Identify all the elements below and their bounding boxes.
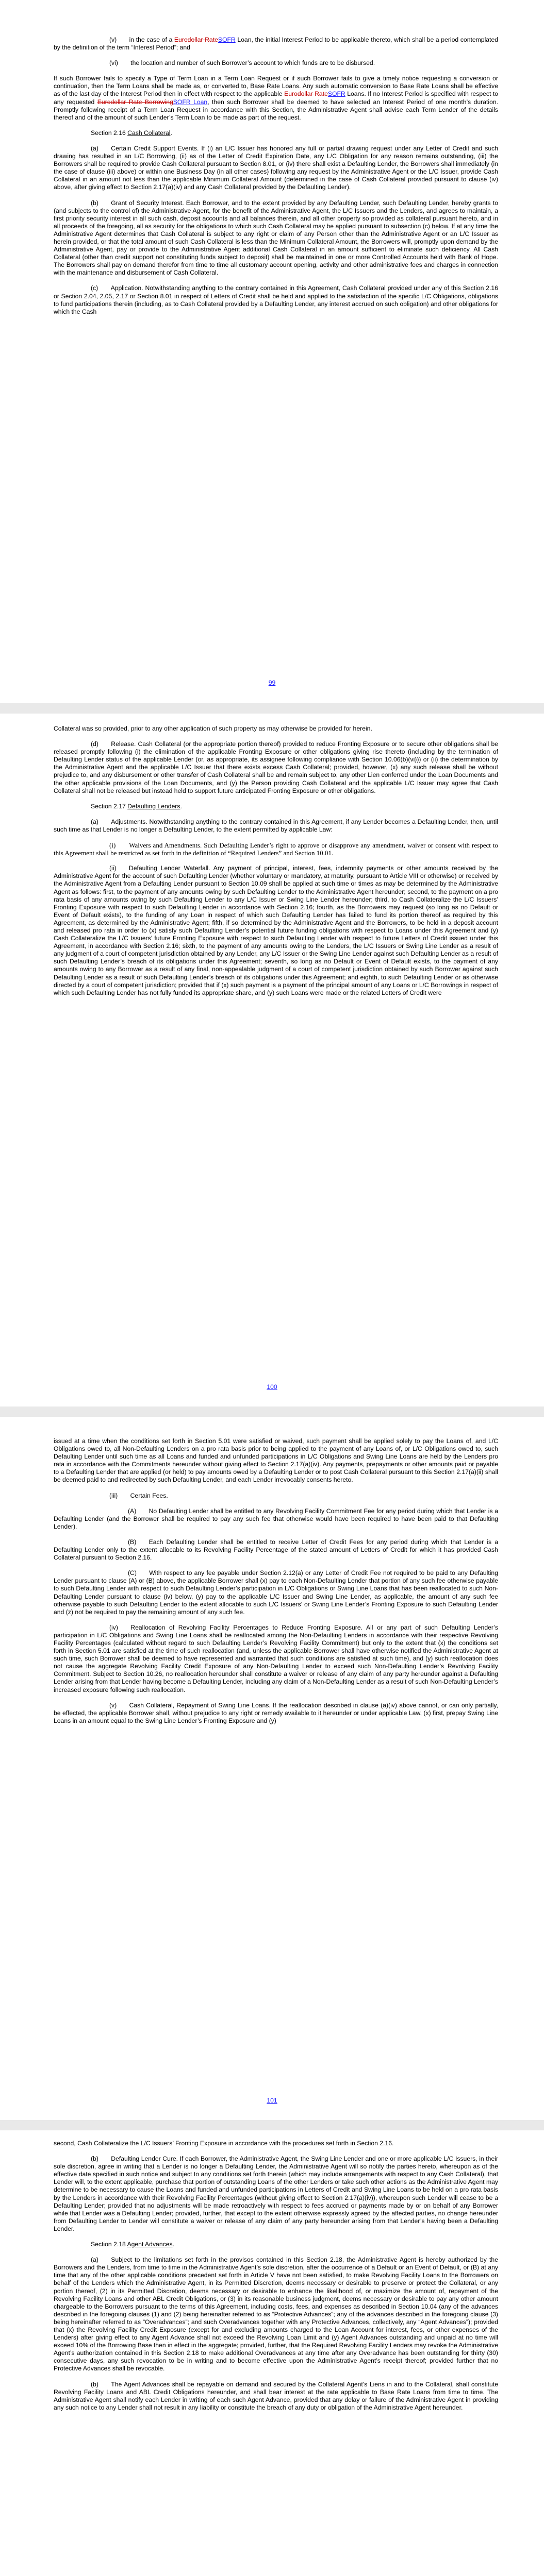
section-heading: Section 2.16 Cash Collateral. <box>91 129 172 137</box>
section-heading: Section 2.18 Agent Advances. <box>91 2241 174 2248</box>
page-number: 100 <box>267 1383 277 1391</box>
page-body <box>54 725 498 1005</box>
page-separator <box>0 1406 544 1417</box>
page-102 <box>0 2130 544 2576</box>
page-body <box>54 36 498 324</box>
paragraph: (b) Defaulting Lender Cure. If each Borrower, the Administrative Agent, the Swing Line Lender and one or more applicable L/C Issuers, in their sole discretion, agree in writing that a Lender is no longer a Defaulting Lender, the Administrative Agent will so notify the parties hereto, whereupon as of the effective date specified in such notice and subject to any conditions set forth therein (which may include arrangements with respect to any Cash Collateral), that Lender will, to the extent applicable, purchase that portion of outstanding Loans of the other Lenders or take such other actions as the Administrative Agent may determine to be necessary to cause the Loans and funded and unfunded participations in Letters of Credit and Swing Line Loans to be held on a pro rata basis by the Lenders in accordance with their Revolving Facility Percentages (without giving effect to Section 2.17(a)(iv)), whereupon such Lender will cease to be a Defaulting Lender; provided that no adjustments will be made retroactively with respect to fees accrued or payments made by or on behalf of any Borrower while that Lender was a Defaulting Lender; provided, further, that except to the extent otherwise expressly agreed by the affected parties, no change hereunder from Defaulting Lender to Lender will constitute a waiver or release of any claim of any party hereunder arising from that Lender’s having been a Defaulting Lender. <box>54 2155 498 2232</box>
paragraph: (b) The Agent Advances shall be repayable on demand and secured by the Collateral Agent’s Liens in and to the Collateral, shall constitute Revolving Facility Loans and ABL Credit Obligations hereunder, and shall bear interest at the rate applicable to Base Rate Loans from time to time. The Administrative Agent shall notify each Lender in writing of each such Agent Advance, provided that any delay or failure of the Administrative Agent in providing any such notice to any Lender shall not result in any liability or constitute the breach of any duty or obligation of the Administrative Agent hereunder. <box>54 2380 498 2411</box>
page-number: 99 <box>268 679 276 686</box>
paragraph: (a) Subject to the limitations set forth in the provisos contained in this Section 2.18, the Administrative Agent is hereby authorized by the Borrowers and the Lenders, from time to time in the Administrative Agent’s sole discretion, after the occurrence of a Default or an Event of Default, or (B) at any time that any of the other applicable conditions precedent set forth in Article V have not been satisfied, to make Revolving Facility Loans to the Borrowers on behalf of the Lenders which the Administrative Agent, in its Permitted Discretion, deems necessary or desirable to preserve or protect the Collateral, or any portion thereof, (2) in its Permitted Discretion, deems necessary or desirable to enhance the likelihood of, or maximize the amount of, repayment of the Revolving Facility Loans and other ABL Credit Obligations, or (3) in its reasonable business judgment, deems necessary or desirable to pay any other amount chargeable to the Borrowers pursuant to the terms of this Agreement, including costs, fees, and expenses as described in Section 10.04 (any of the advances described in the foregoing clauses (1) and (2) being hereinafter referred to as “Protective Advances”; any of the advances described in the foregoing clause (3) being hereinafter referred to as “Overadvances”; and such Overadvances together with any Protective Advances, collectively, any “Agent Advances”); provided that (x) the Revolving Facility Credit Exposure (except for and excluding amounts charged to the Loan Account for interest, fees, or other expenses of the Lenders) after giving effect to any Agent Advance shall not exceed the Revolving Loan Limit and (y) Agent Advances outstanding and unpaid at no time will exceed 10% of the Borrowing Base then in effect in the aggregate; provided, further, that the Required Revolving Facility Lenders may revoke the Administrative Agent’s authorization contained in this Section 2.18 to make additional Overadvances at any time after any Overadvance has been outstanding for thirty (30) consecutive days, any such revocation to be in writing and to become effective upon the Administrative Agent’s receipt thereof; provided further that no Protective Advances shall be revocable. <box>54 2256 498 2372</box>
paragraph: issued at a time when the conditions set forth in Section 5.01 were satisfied or waived, such payment shall be applied solely to pay the Loans of, and L/C Obligations owed to, all Non-Defaulting Lenders on a pro rata basis prior to being applied to the payment of any Loans of, or L/C Obligations owed to, such Defaulting Lender until such time as all Loans and funded and unfunded participations in L/C Obligations and Swing Line Loans are held by the Lenders pro rata in accordance with the Commitments hereunder without giving effect to Section 2.17(a)(iv). Any payments, prepayments or other amounts paid or payable to a Defaulting Lender that are applied (or held) to pay amounts owed by a Defaulting Lender or to post Cash Collateral pursuant to this Section 2.17(a)(ii) shall be deemed paid to and redirected by such Defaulting Lender, and each Lender irrevocably consents hereto. <box>54 1437 498 1484</box>
page-99 <box>0 0 544 703</box>
paragraph: (iii) Certain Fees. <box>109 1492 168 1499</box>
section-heading: Section 2.17 Defaulting Lenders. <box>91 802 182 810</box>
paragraph: (a) Certain Credit Support Events. If (i) an L/C Issuer has honored any full or partial drawing request under any Letter of Credit and such drawing has resulted in an L/C Borrowing, (ii) as of the Letter of Credit Expiration Date, any L/C Obligation for any reason remains outstanding, (iii) the Borrowers shall be required to provide Cash Collateral pursuant to Section 8.01, or (iv) there shall exist a Defaulting Lender, the Borrowers shall immediately (in the case of clause (iii) above) or within one Business Day (in all other cases) following any request by the Administrative Agent or the L/C Issuer, provide Cash Collateral in an amount not less than the applicable Minimum Collateral Amount (determined in the case of Cash Collateral provided pursuant to clause (iv) above, after giving effect to Section 2.17(a)(iv) and any Cash Collateral provided by the Defaulting Lender). <box>54 144 498 191</box>
paragraph: (c) Application. Notwithstanding anything to the contrary contained in this Agreement, Cash Collateral provided under any of this Section 2.16 or Section 2.04, 2.05, 2.17 or Section 8.01 in respect of Letters of Credit shall be held and applied to the satisfaction of the specific L/C Obligations, obligations to fund participations therein (including, as to Cash Collateral provided by a Defaulting Lender, any interest accrued on such obligation) and other obligations for which the Cash <box>54 284 498 315</box>
paragraph: (v) in the case of a Eurodollar RateSOFR Loan, the initial Interest Period to be applicable thereto, which shall be a period contemplated by the definition of the term “Interest Period”; and <box>54 36 498 52</box>
paragraph: Collateral was so provided, prior to any other application of such property as may otherwise be provided for herein. <box>54 725 372 732</box>
page-separator <box>0 2120 544 2130</box>
page-101 <box>0 1417 544 2120</box>
paragraph: (ii) Defaulting Lender Waterfall. Any payment of principal, interest, fees, indemnity payments or other amounts received by the Administrative Agent for the account of such Defaulting Lender (whether voluntary or mandatory, at maturity, pursuant to Article VIII or otherwise) or received by the Administrative Agent from a Defaulting Lender pursuant to Section 10.09 shall be applied at such time or times as may be determined by the Administrative Agent as follows: first, to the payment of any amounts owing by such Defaulting Lender to the Administrative Agent hereunder; second, to the payment on a pro rata basis of any amounts owing by such Defaulting Lender to any L/C Issuer or Swing Line Lender hereunder; third, to Cash Collateralize the L/C Issuers’ Fronting Exposure with respect to such Defaulting Lender in accordance with Section 2.16; fourth, as the Borrowers may request (so long as no Default or Event of Default exists), to the funding of any Loan in respect of which such Defaulting Lender has failed to fund its portion thereof as required by this Agreement, as determined by the Administrative Agent; fifth, if so determined by the Administrative Agent and the Borrowers, to be held in a deposit account and released pro rata in order to (x) satisfy such Defaulting Lender’s potential future funding obligations with respect to Loans under this Agreement and (y) Cash Collateralize the L/C Issuers’ future Fronting Exposure with respect to such Defaulting Lender with respect to future Letters of Credit issued under this Agreement, in accordance with Section 2.16; sixth, to the payment of any amounts owing to the Lenders, the L/C Issuers or Swing Line Lender as a result of any judgment of a court of competent jurisdiction obtained by any Lender, any L/C Issuer or the Swing Line Lender against such Defaulting Lender as a result of such Defaulting Lender’s breach of its obligations under this Agreement; seventh, so long as no Default or Event of Default exists, to the payment of any amounts owing to any Borrower as a result of any final, non-appealable judgment of a court of competent jurisdiction obtained by such Borrower against such Defaulting Lender as a result of such Defaulting Lender’s breach of its obligations under this Agreement; and eighth, to such Defaulting Lender or as otherwise directed by a court of competent jurisdiction; provided that if (x) such payment is a payment of the principal amount of any Loans or L/C Borrowings in respect of which such Defaulting Lender has not fully funded its appropriate share, and (y) such Loans were made or the related Letters of Credit were <box>54 865 498 996</box>
paragraph: (a) Adjustments. Notwithstanding anything to the contrary contained in this Agreement, if any Lender becomes a Defaulting Lender, then, until such time as that Lender is no longer a Defaulting Lender, to the extent permitted by applicable Law: <box>54 818 498 833</box>
paragraph: (iv) Reallocation of Revolving Facility Percentages to Reduce Fronting Exposure. All or any part of such Defaulting Lender’s participation in L/C Obligations and Swing Line Loans shall be reallocated among the Non-Defaulting Lenders in accordance with their respective Revolving Facility Percentages (calculated without regard to such Defaulting Lender’s Revolving Facility Commitment) but only to the extent that (x) the conditions set forth in Section 5.01 are satisfied at the time of such reallocation (and, unless the applicable Borrower shall have otherwise notified the Administrative Agent at such time, such Borrower shall be deemed to have represented and warranted that such conditions are satisfied at such time), and (y) such reallocation does not cause the aggregate Revolving Facility Credit Exposure of any Non-Defaulting Lender to exceed such Non-Defaulting Lender’s Revolving Facility Commitment. Subject to Section 10.26, no reallocation hereunder shall constitute a waiver or release of any claim of any party hereunder against a Defaulting Lender arising from that Lender having become a Defaulting Lender, including any claim of a Non-Defaulting Lender as a result of such Non-Defaulting Lender’s increased exposure following such reallocation. <box>54 1623 498 1693</box>
paragraph: (A) No Defaulting Lender shall be entitled to any Revolving Facility Commitment Fee for any period during which that Lender is a Defaulting Lender (and the Borrower shall be required to pay any such fee that otherwise would have been required to have been paid to that Defaulting Lender). <box>54 1507 498 1530</box>
page-body <box>54 1437 498 1733</box>
paragraph: If such Borrower fails to specify a Type of Term Loan in a Term Loan Request or if such Borrower fails to give a timely notice requesting a conversion or continuation, then the Term Loans shall be made as, or converted to, Base Rate Loans. Any such automatic conversion to Base Rate Loans shall be effective as of the last day of the Interest Period then in effect with respect to the applicable Eurodollar RateSOFR Loans. If no Interest Period is specified with respect to any requested Eurodollar Rate BorrowingSOFR Loan, then such Borrower shall be deemed to have selected an Interest Period of one month’s duration. Promptly following receipt of a Term Loan Request in accordance with this Section, the Administrative Agent shall advise each Term Lender of the details thereof and of the amount of such Lender’s Term Loan to be made as part of the request. <box>54 75 499 121</box>
paragraph: second, Cash Collateralize the L/C Issuers’ Fronting Exposure in accordance with the procedures set forth in Section 2.16. <box>54 2140 394 2147</box>
page-100 <box>0 714 544 1406</box>
paragraph: (i) Waivers and Amendments. Such Defaulting Lender’s right to approve or disapprove any amendment, waiver or consent with respect to this Agreement shall be restricted as set forth in the definition of “Required Lenders” and Section 10.01. <box>54 841 498 857</box>
paragraph: (B) Each Defaulting Lender shall be entitled to receive Letter of Credit Fees for any period during which that Lender is a Defaulting Lender only to the extent allocable to its Revolving Facility Percentage of the stated amount of Letters of Credit for which it has provided Cash Collateral pursuant to Section 2.16. <box>54 1538 498 1562</box>
paragraph: (vi) the location and number of such Borrower’s account to which funds are to be disbursed. <box>109 59 375 67</box>
page-number: 101 <box>267 2097 277 2104</box>
paragraph: (d) Release. Cash Collateral (or the appropriate portion thereof) provided to reduce Fronting Exposure or to secure other obligations shall be released promptly following (i) the elimination of the applicable Fronting Exposure or other obligations giving rise thereto (including by the termination of Defaulting Lender status of the applicable Lender (or, as appropriate, its assignee following compliance with Section 10.06(b)(vi))) or (ii) the determination by the Administrative Agent and the applicable L/C Issuer that there exists excess Cash Collateral; provided, however, (x) any such release shall be without prejudice to, and any disbursement or other transfer of Cash Collateral shall be and remain subject to, any other Lien conferred under the Loan Documents and the other applicable provisions of the Loan Documents, and (y) the Person providing Cash Collateral and the applicable L/C Issuer may agree that Cash Collateral shall not be released but instead held to support future anticipated Fronting Exposure or other obligations. <box>54 740 498 794</box>
paragraph: (v) Cash Collateral, Repayment of Swing Line Loans. If the reallocation described in clause (a)(iv) above cannot, or can only partially, be effected, the applicable Borrower shall, without prejudice to any right or remedy available to it hereunder or under applicable Law, (x) first, prepay Swing Line Loans in an amount equal to the Swing Line Lender’s Fronting Exposure and (y) <box>54 1701 498 1724</box>
paragraph: (b) Grant of Security Interest. Each Borrower, and to the extent provided by any Defaulting Lender, such Defaulting Lender, hereby grants to (and subjects to the control of) the Administrative Agent, for the benefit of the Administrative Agent, the L/C Issuers and the Lenders, and agrees to maintain, a first priority security interest in all such cash, deposit accounts and all balances therein, and all other property so provided as collateral pursuant hereto, and in all proceeds of the foregoing, all as security for the obligations to which such Cash Collateral may be applied pursuant to subsection (c) below. If at any time the Administrative Agent determines that Cash Collateral is subject to any right or claim of any Person other than the Administrative Agent or an L/C Issuer as herein provided, or that the total amount of such Cash Collateral is less than the Minimum Collateral Amount, the Borrowers will, promptly upon demand by the Administrative Agent, pay or provide to the Administrative Agent additional Cash Collateral in an amount sufficient to eliminate such deficiency. All Cash Collateral (other than credit support not constituting funds subject to deposit) shall be maintained in one or more Controlled Accounts held with Bank of Hope. The Borrowers shall pay on demand therefor from time to time all customary account opening, activity and other administrative fees and charges in connection with the maintenance and disbursement of Cash Collateral. <box>54 199 498 277</box>
page-body <box>54 2140 498 2419</box>
page-separator <box>0 703 544 714</box>
paragraph: (C) With respect to any fee payable under Section 2.12(a) or any Letter of Credit Fee not required to be paid to any Defaulting Lender pursuant to clause (A) or (B) above, the applicable Borrower shall (x) pay to each Non-Defaulting Lender that portion of any such fee otherwise payable to such Defaulting Lender with respect to such Defaulting Lender’s participation in L/C Obligations or Swing Line Loans that has been reallocated to such Non-Defaulting Lender pursuant to clause (iv) below, (y) pay to the applicable L/C Issuer and Swing Line Lender, as applicable, the amount of any such fee otherwise payable to such Defaulting Lender to the extent allocable to such L/C Issuers’ or Swing Line Lender’s Fronting Exposure to such Defaulting Lender and (z) not be required to pay the remaining amount of any such fee. <box>54 1569 498 1616</box>
